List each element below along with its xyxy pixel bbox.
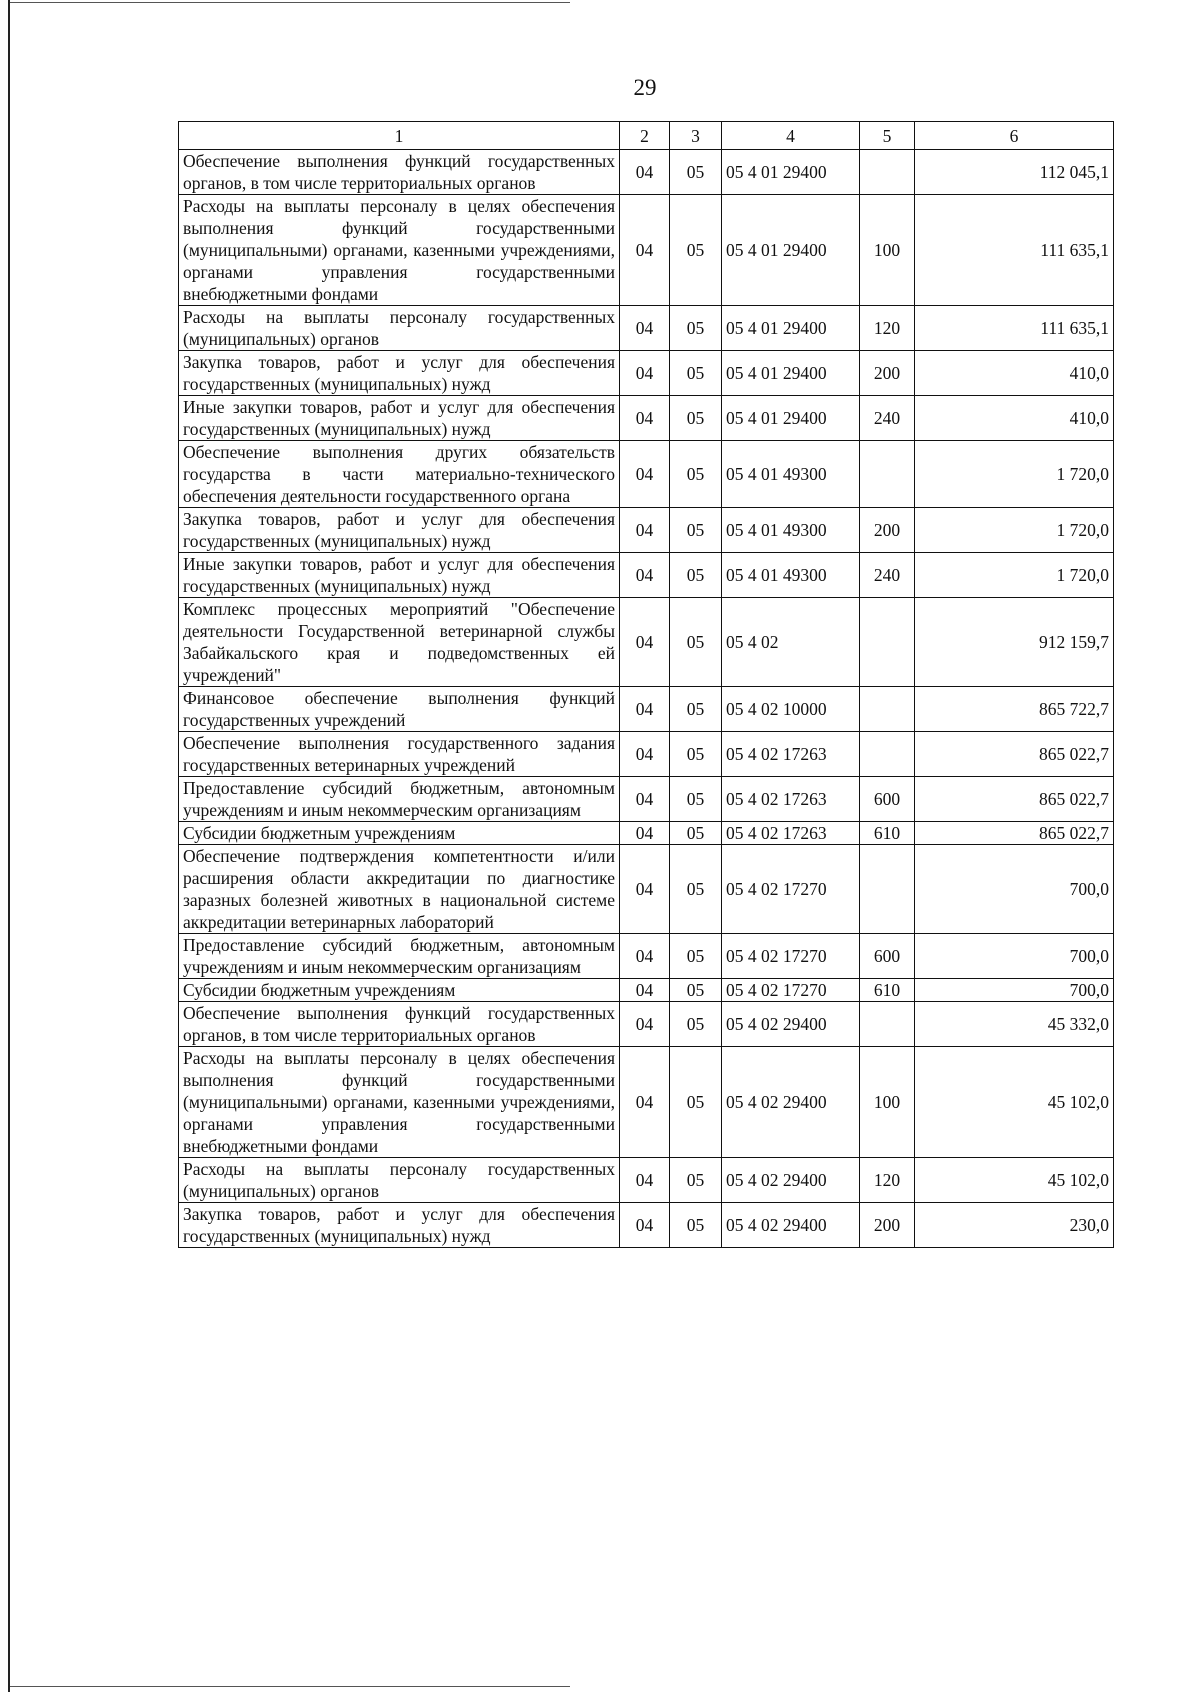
row-name: Предоставление субсидий бюджетным, автономным учреждениям и иным некоммерческим организациям	[179, 777, 620, 822]
row-amount: 865 022,7	[915, 777, 1114, 822]
row-amount: 700,0	[915, 979, 1114, 1002]
row-name: Расходы на выплаты персоналу в целях обеспечения выполнения функций государственными (муниципальными) органами, казенными учреждениями, органами управления государственными внебюджетными фондами	[179, 195, 620, 306]
row-section: 04	[620, 1047, 670, 1158]
budget-table	[178, 121, 1114, 1248]
row-amount: 230,0	[915, 1203, 1114, 1248]
row-subsection: 05	[670, 306, 722, 351]
row-subsection: 05	[670, 822, 722, 845]
row-target-article: 05 4 01 49300	[722, 441, 860, 508]
row-target-article: 05 4 02 29400	[722, 1203, 860, 1248]
row-expense-type: 240	[860, 553, 915, 598]
row-section: 04	[620, 822, 670, 845]
row-target-article: 05 4 01 29400	[722, 351, 860, 396]
scan-left-edge	[8, 0, 10, 1692]
row-amount: 111 635,1	[915, 195, 1114, 306]
row-section: 04	[620, 396, 670, 441]
table-row	[179, 687, 1114, 732]
table-row	[179, 1002, 1114, 1047]
table-row	[179, 845, 1114, 934]
table-row	[179, 396, 1114, 441]
row-subsection: 05	[670, 195, 722, 306]
row-amount: 700,0	[915, 934, 1114, 979]
row-expense-type	[860, 1002, 915, 1047]
table-row	[179, 351, 1114, 396]
row-subsection: 05	[670, 687, 722, 732]
table-row	[179, 822, 1114, 845]
row-expense-type: 200	[860, 508, 915, 553]
row-section: 04	[620, 598, 670, 687]
row-name: Обеспечение выполнения других обязательств государства в части материально-технического обеспечения деятельности государственного органа	[179, 441, 620, 508]
row-amount: 112 045,1	[915, 150, 1114, 195]
row-name: Расходы на выплаты персоналу государственных (муниципальных) органов	[179, 306, 620, 351]
row-section: 04	[620, 508, 670, 553]
row-amount: 1 720,0	[915, 508, 1114, 553]
row-subsection: 05	[670, 934, 722, 979]
row-name: Расходы на выплаты персоналу государственных (муниципальных) органов	[179, 1158, 620, 1203]
row-expense-type: 120	[860, 306, 915, 351]
row-name: Комплекс процессных мероприятий "Обеспечение деятельности Государственной ветеринарной службы Забайкальского края и подведомственных ей учреждений"	[179, 598, 620, 687]
row-name: Предоставление субсидий бюджетным, автономным учреждениям и иным некоммерческим организациям	[179, 934, 620, 979]
row-subsection: 05	[670, 1158, 722, 1203]
row-subsection: 05	[670, 508, 722, 553]
table-row	[179, 508, 1114, 553]
row-amount: 700,0	[915, 845, 1114, 934]
table-row	[179, 979, 1114, 1002]
table-row	[179, 1047, 1114, 1158]
table-row	[179, 553, 1114, 598]
row-name: Субсидии бюджетным учреждениям	[179, 822, 620, 845]
row-subsection: 05	[670, 1002, 722, 1047]
row-target-article: 05 4 01 49300	[722, 553, 860, 598]
row-subsection: 05	[670, 1047, 722, 1158]
row-target-article: 05 4 02 10000	[722, 687, 860, 732]
row-amount: 1 720,0	[915, 441, 1114, 508]
row-target-article: 05 4 02 17270	[722, 845, 860, 934]
row-expense-type: 120	[860, 1158, 915, 1203]
row-section: 04	[620, 777, 670, 822]
row-section: 04	[620, 150, 670, 195]
row-name: Иные закупки товаров, работ и услуг для обеспечения государственных (муниципальных) нужд	[179, 553, 620, 598]
row-target-article: 05 4 02 29400	[722, 1047, 860, 1158]
row-section: 04	[620, 1203, 670, 1248]
row-subsection: 05	[670, 598, 722, 687]
row-section: 04	[620, 934, 670, 979]
row-section: 04	[620, 1158, 670, 1203]
row-section: 04	[620, 351, 670, 396]
row-amount: 45 102,0	[915, 1047, 1114, 1158]
row-amount: 865 022,7	[915, 732, 1114, 777]
row-amount: 45 102,0	[915, 1158, 1114, 1203]
row-name: Обеспечение подтверждения компетентности и/или расширения области аккредитации по диагностике заразных болезней животных в национальной системе аккредитации ветеринарных лабораторий	[179, 845, 620, 934]
row-target-article: 05 4 01 29400	[722, 195, 860, 306]
row-section: 04	[620, 732, 670, 777]
row-target-article: 05 4 02 29400	[722, 1002, 860, 1047]
header-col-4: 4	[722, 122, 860, 150]
row-target-article: 05 4 02 17263	[722, 822, 860, 845]
row-expense-type: 600	[860, 777, 915, 822]
row-target-article: 05 4 01 29400	[722, 306, 860, 351]
header-col-2: 2	[620, 122, 670, 150]
row-section: 04	[620, 553, 670, 598]
row-expense-type: 600	[860, 934, 915, 979]
row-name: Иные закупки товаров, работ и услуг для обеспечения государственных (муниципальных) нужд	[179, 396, 620, 441]
row-name: Субсидии бюджетным учреждениям	[179, 979, 620, 1002]
table-row	[179, 732, 1114, 777]
table-row	[179, 1203, 1114, 1248]
row-section: 04	[620, 979, 670, 1002]
row-expense-type	[860, 687, 915, 732]
row-expense-type: 100	[860, 1047, 915, 1158]
header-col-3: 3	[670, 122, 722, 150]
table-row	[179, 306, 1114, 351]
row-target-article: 05 4 02 29400	[722, 1158, 860, 1203]
row-amount: 912 159,7	[915, 598, 1114, 687]
row-expense-type: 100	[860, 195, 915, 306]
row-subsection: 05	[670, 1203, 722, 1248]
row-subsection: 05	[670, 150, 722, 195]
row-amount: 45 332,0	[915, 1002, 1114, 1047]
row-expense-type: 610	[860, 979, 915, 1002]
row-section: 04	[620, 845, 670, 934]
row-section: 04	[620, 306, 670, 351]
row-target-article: 05 4 02 17263	[722, 732, 860, 777]
row-target-article: 05 4 02 17270	[722, 979, 860, 1002]
header-row	[179, 122, 1114, 150]
table-row	[179, 934, 1114, 979]
row-section: 04	[620, 1002, 670, 1047]
row-subsection: 05	[670, 441, 722, 508]
table-row	[179, 777, 1114, 822]
row-amount: 1 720,0	[915, 553, 1114, 598]
row-name: Финансовое обеспечение выполнения функций государственных учреждений	[179, 687, 620, 732]
row-subsection: 05	[670, 777, 722, 822]
row-target-article: 05 4 01 29400	[722, 150, 860, 195]
row-target-article: 05 4 02 17270	[722, 934, 860, 979]
row-amount: 410,0	[915, 351, 1114, 396]
scan-bottom-edge	[10, 1686, 570, 1687]
row-subsection: 05	[670, 732, 722, 777]
row-name: Обеспечение выполнения функций государственных органов, в том числе территориальных органов	[179, 150, 620, 195]
row-section: 04	[620, 195, 670, 306]
row-section: 04	[620, 687, 670, 732]
row-subsection: 05	[670, 351, 722, 396]
row-name: Расходы на выплаты персоналу в целях обеспечения выполнения функций государственными (муниципальными) органами, казенными учреждениями, органами управления государственными внебюджетными фондами	[179, 1047, 620, 1158]
row-expense-type: 610	[860, 822, 915, 845]
scan-top-edge	[10, 2, 570, 3]
row-expense-type	[860, 845, 915, 934]
row-amount: 410,0	[915, 396, 1114, 441]
table-row	[179, 598, 1114, 687]
table-row	[179, 441, 1114, 508]
table-row	[179, 195, 1114, 306]
header-col-6: 6	[915, 122, 1114, 150]
row-target-article: 05 4 02	[722, 598, 860, 687]
row-target-article: 05 4 01 49300	[722, 508, 860, 553]
table-row	[179, 1158, 1114, 1203]
row-target-article: 05 4 02 17263	[722, 777, 860, 822]
row-target-article: 05 4 01 29400	[722, 396, 860, 441]
row-subsection: 05	[670, 979, 722, 1002]
row-expense-type	[860, 732, 915, 777]
row-name: Обеспечение выполнения государственного задания государственных ветеринарных учреждений	[179, 732, 620, 777]
row-expense-type	[860, 150, 915, 195]
row-subsection: 05	[670, 845, 722, 934]
row-name: Закупка товаров, работ и услуг для обеспечения государственных (муниципальных) нужд	[179, 508, 620, 553]
table-row	[179, 150, 1114, 195]
header-col-5: 5	[860, 122, 915, 150]
row-section: 04	[620, 441, 670, 508]
row-expense-type	[860, 441, 915, 508]
row-amount: 865 722,7	[915, 687, 1114, 732]
row-name: Закупка товаров, работ и услуг для обеспечения государственных (муниципальных) нужд	[179, 351, 620, 396]
row-subsection: 05	[670, 553, 722, 598]
row-amount: 111 635,1	[915, 306, 1114, 351]
row-expense-type	[860, 598, 915, 687]
row-expense-type: 200	[860, 351, 915, 396]
row-name: Обеспечение выполнения функций государственных органов, в том числе территориальных органов	[179, 1002, 620, 1047]
row-expense-type: 200	[860, 1203, 915, 1248]
page-number: 29	[633, 75, 657, 100]
row-name: Закупка товаров, работ и услуг для обеспечения государственных (муниципальных) нужд	[179, 1203, 620, 1248]
header-col-1: 1	[179, 122, 620, 150]
row-expense-type: 240	[860, 396, 915, 441]
row-subsection: 05	[670, 396, 722, 441]
row-amount: 865 022,7	[915, 822, 1114, 845]
